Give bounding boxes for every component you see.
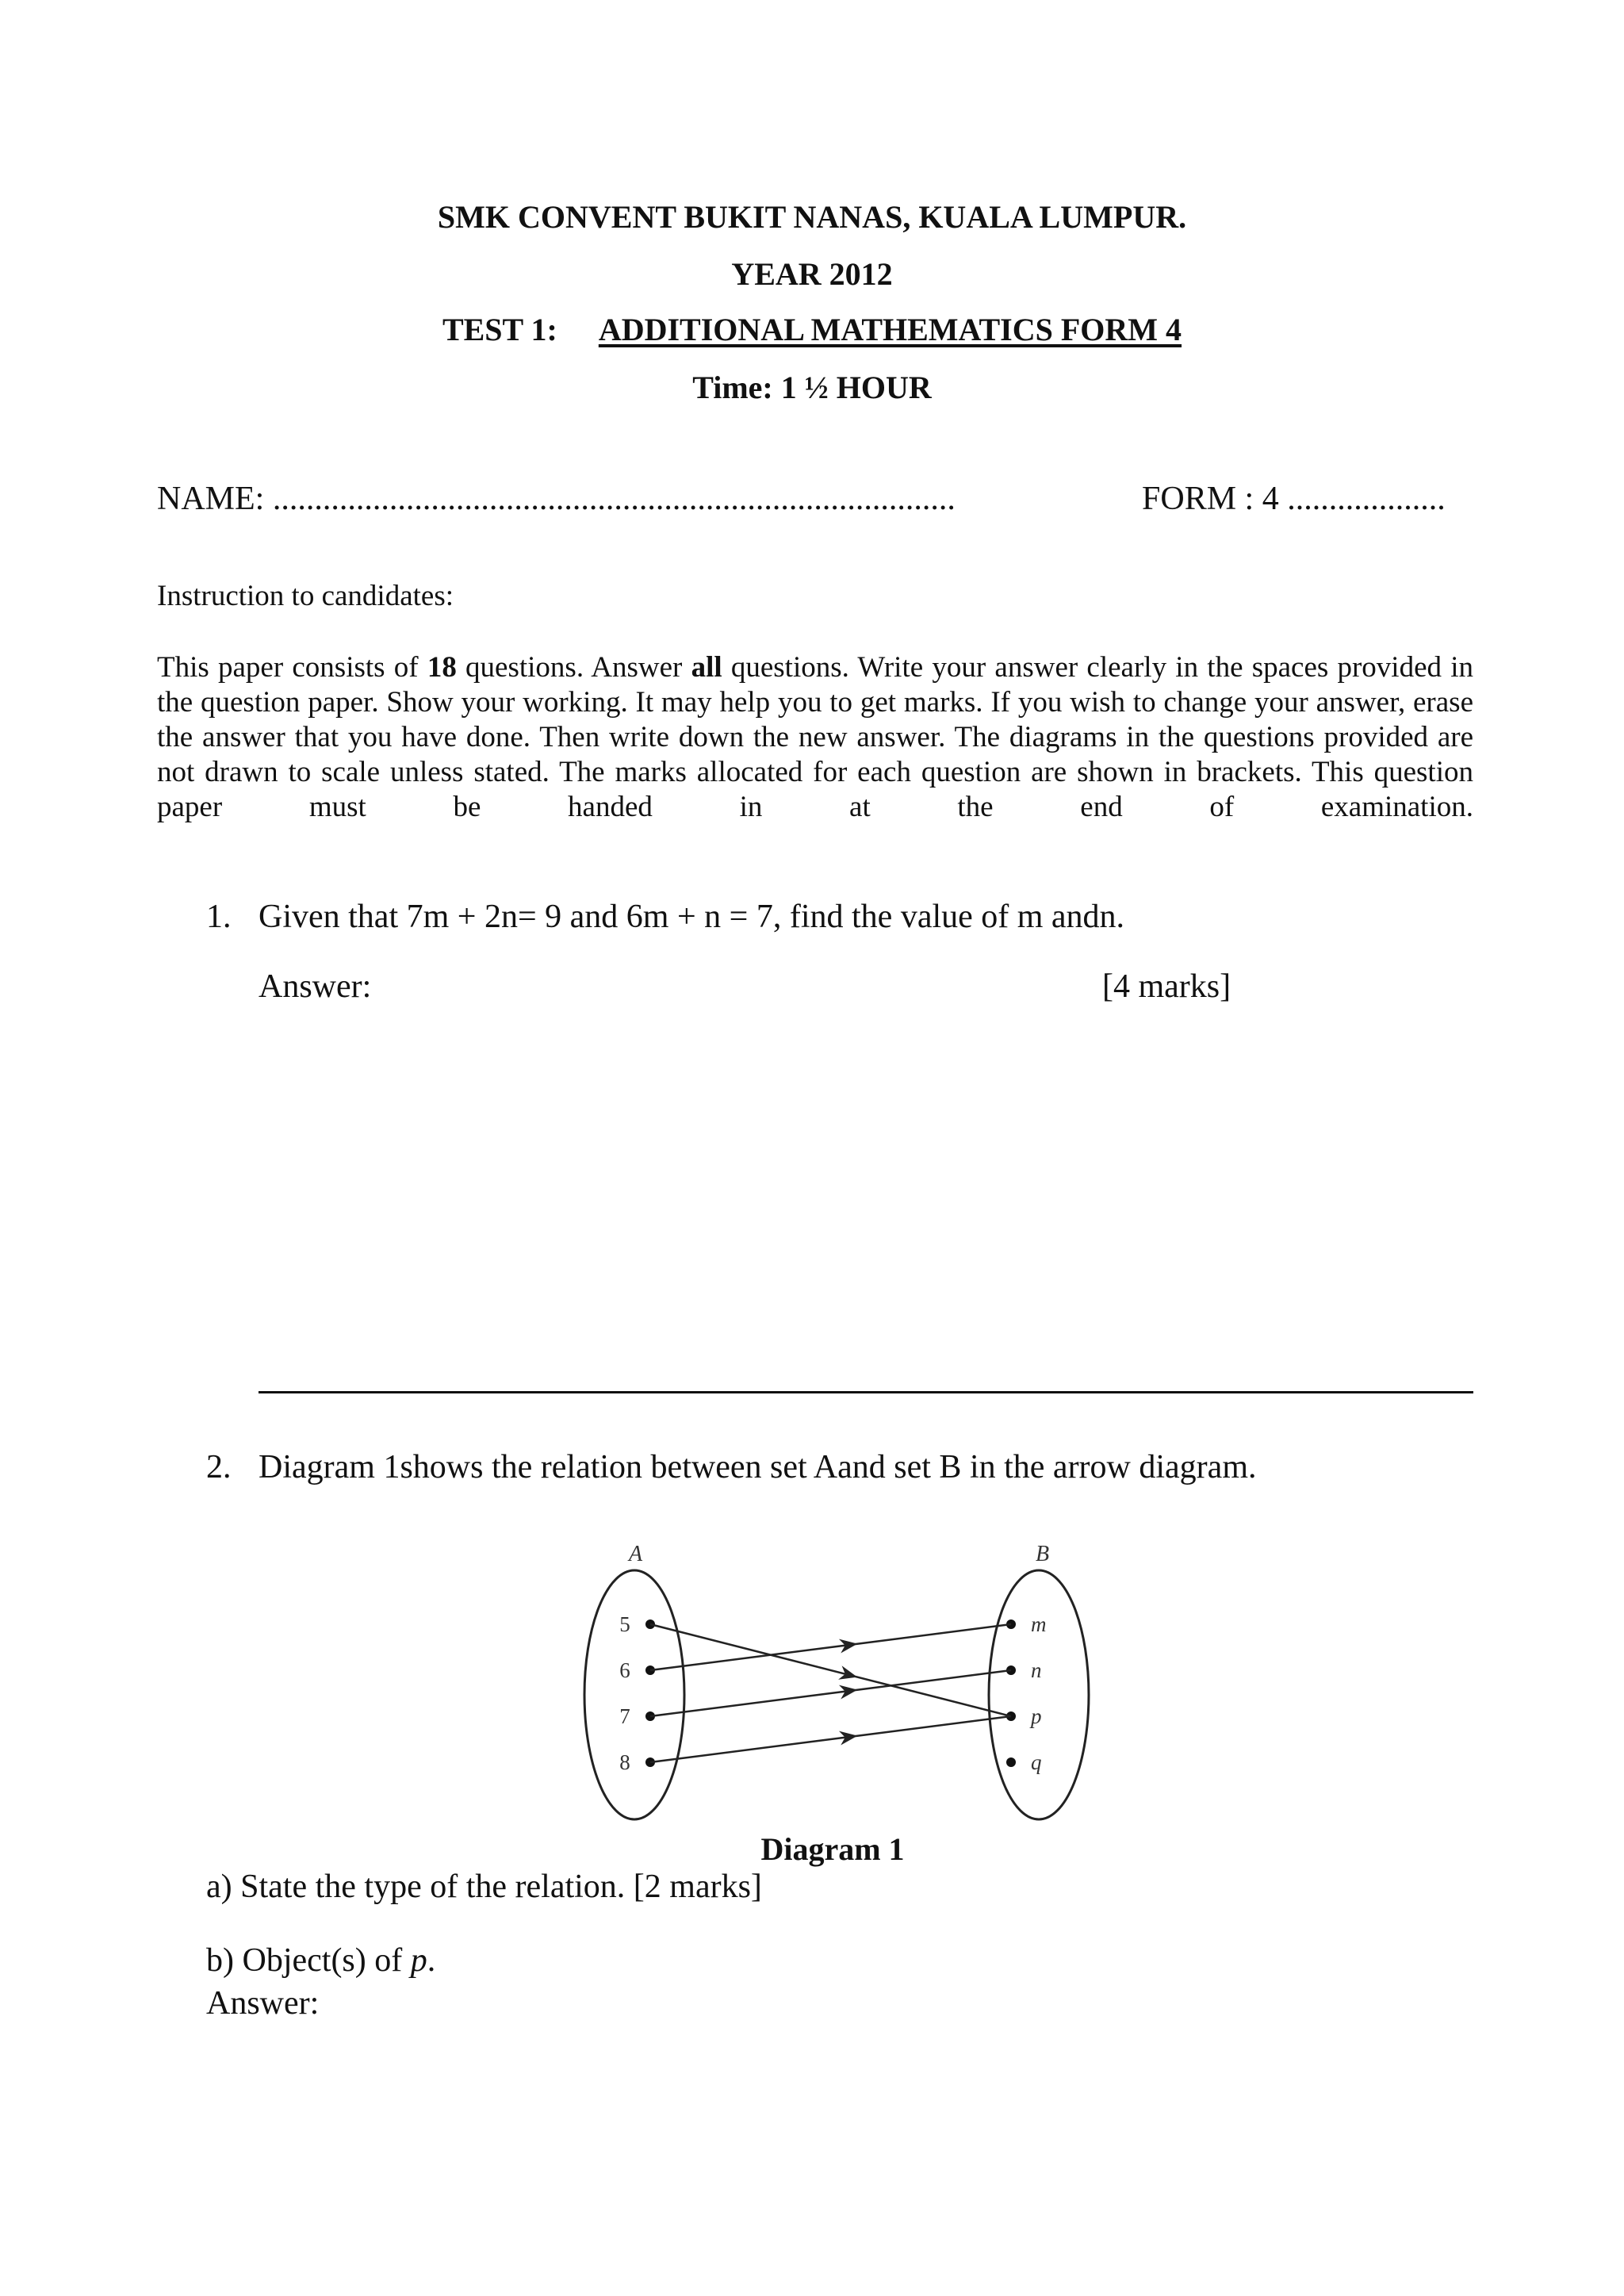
instructions-all: all	[691, 651, 722, 684]
answer-divider-line	[259, 1391, 1473, 1393]
arrow-8-to-p	[650, 1716, 1011, 1762]
instructions-title: Instruction to candidates:	[157, 580, 454, 612]
diagram-caption: Diagram 1	[760, 1831, 905, 1867]
name-field[interactable]: NAME: ..................................................................................	[157, 481, 956, 517]
instructions-body	[157, 650, 1473, 825]
question-2b-suffix: .	[427, 1942, 436, 1979]
question-1-text: Given that 7m + 2n= 9 and 6m + n = 7, find the value of m andn.	[259, 899, 1125, 935]
question-2b-prefix: b) Object(s) of	[206, 1942, 411, 1979]
set-a-element-6: 6	[619, 1658, 630, 1682]
set-b-label: B	[1036, 1543, 1050, 1566]
set-a-label: A	[629, 1543, 643, 1566]
set-b-element-n: n	[1031, 1658, 1042, 1682]
set-a-element-8: 8	[619, 1750, 630, 1774]
arrow-5-to-p	[650, 1624, 1011, 1716]
school-name: SMK CONVENT BUKIT NANAS, KUALA LUMPUR.	[437, 199, 1187, 235]
set-a-element-5: 5	[619, 1612, 630, 1636]
question-1-number: 1.	[206, 899, 232, 935]
set-b-dot-q	[1006, 1757, 1016, 1767]
arrow-6-to-m	[650, 1624, 1011, 1670]
question-2-answer-label: Answer:	[206, 1985, 320, 2022]
question-2-text: Diagram 1shows the relation between set Aand set B in the arrow diagram.	[259, 1449, 1257, 1485]
test-title	[0, 311, 1624, 348]
set-b-element-p: p	[1031, 1704, 1042, 1728]
question-1-marks: [4 marks]	[1102, 968, 1231, 1005]
set-b-element-m: m	[1031, 1612, 1047, 1636]
instructions-text-3: questions. Write your answer clearly in the spaces provided in the question paper. Show your working. It may help you to get marks. If you wish to change your answer, erase the answer that you have done. Then write down the new answer. The diagrams in the questions provided are not drawn to scale unless stated. The marks allocated for each question are shown in brackets. This question paper must be handed in at the end of examination.	[157, 651, 1474, 823]
form-field[interactable]: FORM : 4 ...................	[1142, 481, 1446, 517]
question-2a: a) State the type of the relation. [2 marks]	[206, 1869, 762, 1905]
question-1-answer-label: Answer:	[259, 968, 372, 1005]
set-a-ellipse	[584, 1570, 684, 1819]
arrow-7-to-n	[650, 1670, 1011, 1716]
set-a-element-7: 7	[619, 1704, 630, 1728]
instructions-text-1: This paper consists of	[157, 651, 427, 684]
set-b-element-q: q	[1031, 1750, 1042, 1774]
question-2-number: 2.	[206, 1449, 232, 1485]
question-count: 18	[427, 651, 457, 684]
exam-year: YEAR 2012	[731, 256, 893, 292]
test-label: TEST 1:	[442, 312, 557, 347]
question-2b-variable: p	[410, 1942, 427, 1979]
instructions-text-2: questions. Answer	[456, 651, 691, 684]
arrow-diagram	[571, 1543, 1126, 1828]
set-b-ellipse	[989, 1570, 1089, 1819]
question-2b	[206, 1941, 435, 1980]
subject-title: ADDITIONAL MATHEMATICS FORM 4	[598, 312, 1182, 347]
time-allowed: Time: 1 ½ HOUR	[692, 370, 932, 405]
